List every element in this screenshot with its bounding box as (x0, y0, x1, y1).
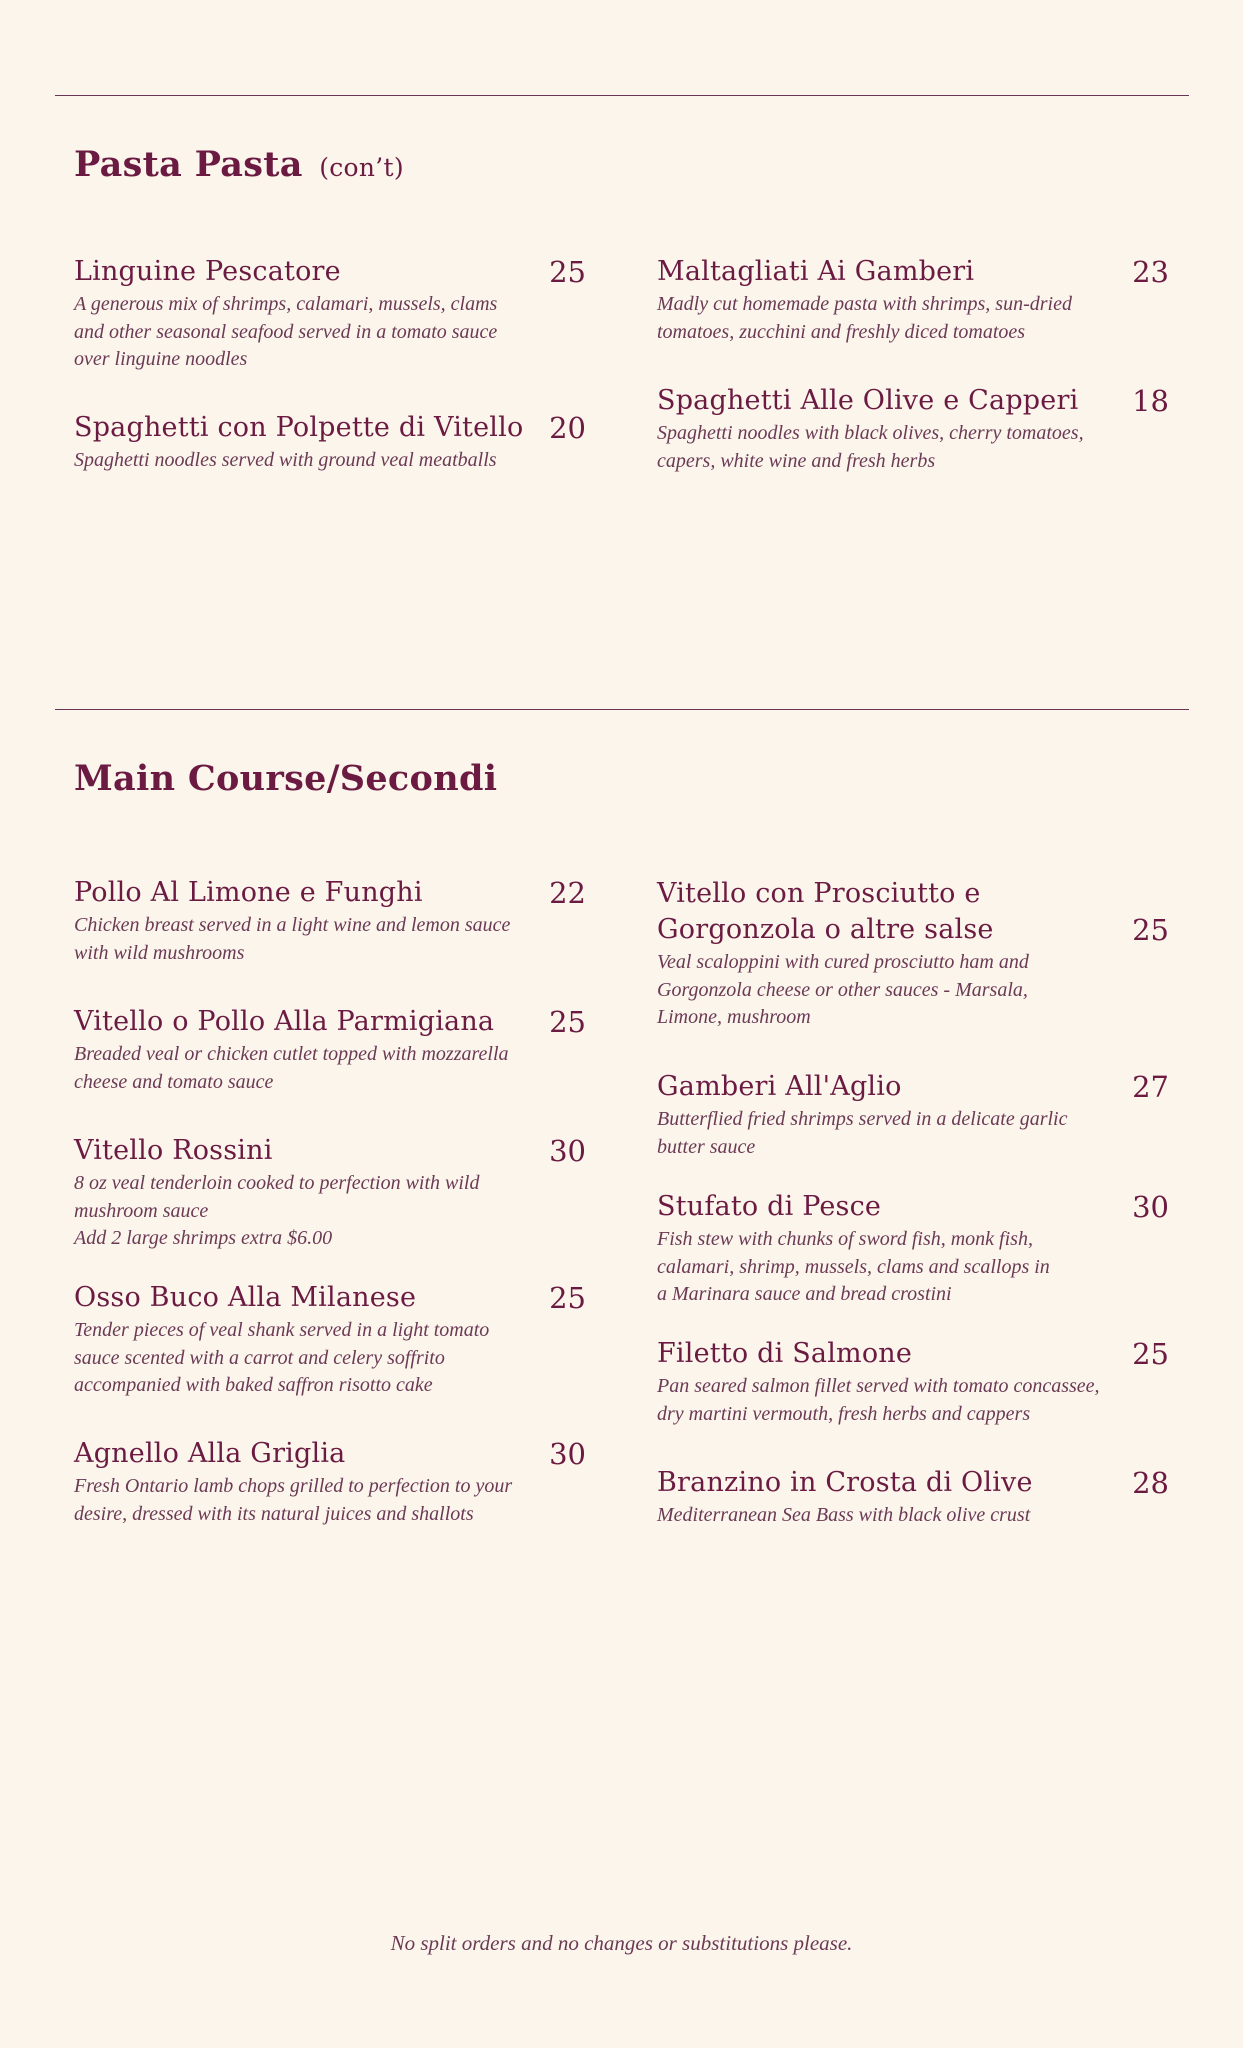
item-description: Veal scaloppini with cured prosciutto ham and Gorgonzola cheese or other sauces - Marsala, Limone, mushroom (657, 951, 1029, 1028)
menu-item (74, 1280, 586, 1400)
item-name: Vitello Rossini (74, 1135, 273, 1166)
item-name: Vitello con Prosciutto e Gorgonzola o altre salse (657, 878, 994, 945)
section-title-text: Pasta Pasta (74, 144, 303, 185)
item-price: 30 (549, 1134, 586, 1168)
section-divider (55, 709, 1189, 710)
item-name: Stufato di Pesce (657, 1191, 882, 1222)
item-name: Agnello Alla Griglia (74, 1438, 346, 1469)
item-name: Gamberi All'Aglio (657, 1071, 902, 1102)
item-name: Osso Buco Alla Milanese (74, 1282, 417, 1313)
section-title-text: Main Course/Secondi (74, 758, 498, 799)
item-price: 28 (1132, 1466, 1169, 1500)
item-description: Spaghetti noodles with black olives, cherry tomatoes, capers, white wine and fresh herbs (657, 422, 1084, 472)
item-description: Butterflied fried shrimps served in a delicate garlic butter sauce (657, 1108, 1068, 1158)
item-name: Spaghetti con Polpette di Vitello (74, 412, 524, 443)
menu-item (657, 876, 1169, 1032)
item-price: 25 (549, 1005, 586, 1039)
section-divider (55, 95, 1189, 96)
menu-item (74, 254, 586, 374)
item-description: 8 oz veal tenderloin cooked to perfection with wild mushroom sauce Add 2 large shrimps extra $6.00 (74, 1172, 480, 1249)
item-name: Linguine Pescatore (74, 256, 341, 287)
menu-item (74, 1436, 586, 1528)
item-price: 25 (549, 255, 586, 289)
menu-item (74, 1133, 586, 1253)
item-description: Spaghetti noodles served with ground veal meatballs (74, 449, 497, 471)
item-name: Pollo Al Limone e Funghi (74, 877, 423, 908)
menu-item (657, 1069, 1169, 1161)
item-description: Fish stew with chunks of sword fish, monk fish, calamari, shrimp, mussels, clams and scallops in a Marinara sauce and bread crostini (657, 1228, 1050, 1305)
menu-item (657, 254, 1169, 346)
item-description: Mediterranean Sea Bass with black olive crust (657, 1504, 1031, 1526)
menu-item (74, 410, 586, 475)
item-name: Spaghetti Alle Olive e Capperi (657, 385, 1079, 416)
section-subtitle: (con’t) (319, 153, 404, 182)
section-title-main-course (74, 758, 497, 799)
item-price: 23 (1132, 255, 1169, 289)
item-name: Filetto di Salmone (657, 1338, 913, 1369)
menu-item (74, 875, 586, 967)
item-name: Maltagliati Ai Gamberi (657, 256, 975, 287)
item-price: 20 (549, 411, 586, 445)
item-description: Breaded veal or chicken cutlet topped with mozzarella cheese and tomato sauce (74, 1043, 509, 1093)
footer-note: No split orders and no changes or substitutions please. (390, 1931, 853, 1955)
item-description: Madly cut homemade pasta with shrimps, sun-dried tomatoes, zucchini and freshly diced tomatoes (657, 293, 1072, 343)
item-description: Fresh Ontario lamb chops grilled to perfection to your desire, dressed with its natural juices and shallots (74, 1475, 513, 1525)
item-price: 25 (1132, 913, 1169, 947)
item-name: Branzino in Crosta di Olive (657, 1467, 1033, 1498)
item-price: 30 (549, 1437, 586, 1471)
item-price: 18 (1132, 384, 1169, 418)
menu-item (657, 1189, 1169, 1309)
item-name: Vitello o Pollo Alla Parmigiana (74, 1006, 495, 1037)
item-description: Chicken breast served in a light wine and lemon sauce with wild mushrooms (74, 914, 511, 964)
item-description: A generous mix of shrimps, calamari, mussels, clams and other seasonal seafood served in a tomato sauce over linguine noodles (74, 293, 498, 370)
menu-item (74, 1004, 586, 1096)
menu-item (657, 383, 1169, 475)
item-price: 25 (549, 1281, 586, 1315)
item-description: Pan seared salmon fillet served with tomato concassee, dry martini vermouth, fresh herbs and cappers (657, 1375, 1100, 1425)
item-price: 22 (549, 876, 586, 910)
item-description: Tender pieces of veal shank served in a light tomato sauce scented with a carrot and celery soffrito accompanied with baked saffron risotto cake (74, 1319, 490, 1396)
menu-item (657, 1336, 1169, 1428)
menu-item (657, 1465, 1169, 1530)
item-price: 25 (1132, 1337, 1169, 1371)
item-price: 30 (1132, 1190, 1169, 1224)
section-title-pasta (74, 144, 404, 185)
item-price: 27 (1132, 1070, 1169, 1104)
